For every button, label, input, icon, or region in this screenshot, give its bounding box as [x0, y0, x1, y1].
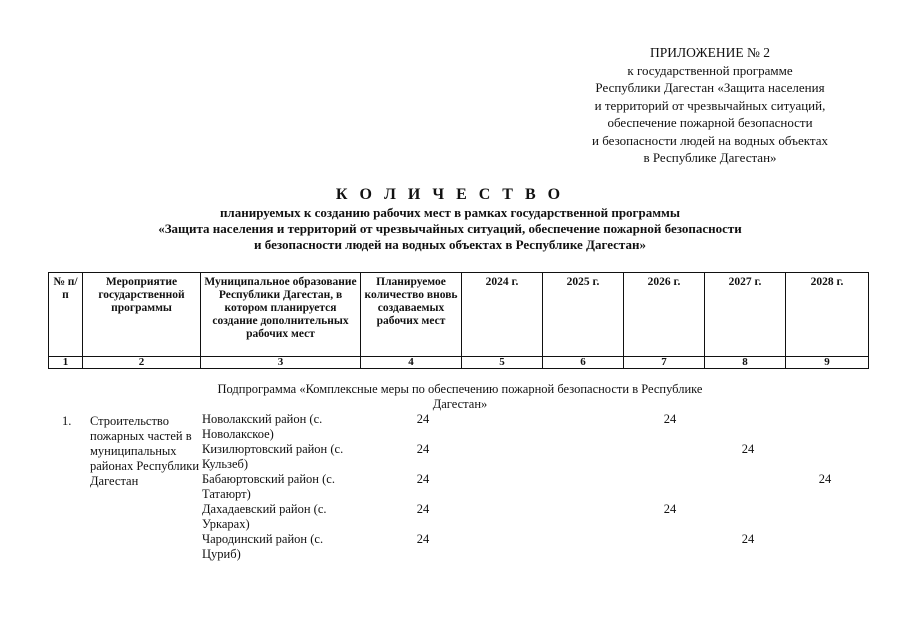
municipality: Новолакский район (с. Новолакское)	[202, 412, 323, 441]
column-number: 9	[786, 357, 869, 369]
table-row	[48, 472, 868, 502]
column-number: 1	[49, 357, 83, 369]
appendix-line: к государственной программе	[627, 62, 793, 78]
appendix-heading: ПРИЛОЖЕНИЕ № 2	[649, 45, 771, 60]
title-sub-line: «Защита населения и территорий от чрезвычайных ситуаций, обеспечение пожарной безопасности	[158, 221, 742, 236]
column-number: 3	[201, 357, 361, 369]
planned-jobs: 24	[416, 532, 430, 546]
header-col-2028: 2028 г.	[786, 273, 869, 357]
header-col-2026: 2026 г.	[624, 273, 705, 357]
subprogram-title: Подпрограмма «Комплексные меры по обеспечению пожарной безопасности в Республике Дагестан»	[217, 382, 703, 411]
column-number: 6	[543, 357, 624, 369]
planned-jobs: 24	[416, 442, 430, 456]
appendix-line: в Республике Дагестан»	[643, 150, 777, 165]
header-col-2025: 2025 г.	[543, 273, 624, 357]
municipality: Кизилюртовский район (с. Кульзеб)	[202, 442, 344, 471]
municipality: Дахадаевский район (с. Уркарах)	[202, 502, 327, 531]
planned-jobs: 24	[416, 472, 430, 486]
appendix-block	[560, 44, 860, 167]
jobs-2027: 24	[741, 442, 755, 456]
title-sub-line: планируемых к созданию рабочих мест в рамках государственной программы	[219, 205, 681, 220]
title-sub-line: и безопасности людей на водных объектах в Республике Дагестан»	[254, 237, 646, 252]
item-number: 1.	[62, 414, 72, 428]
title-main: К О Л И Ч Е С Т В О	[335, 186, 565, 203]
table-row	[48, 412, 868, 442]
planned-jobs: 24	[416, 412, 430, 426]
header-col-measure: Мероприятие государственной программы	[83, 273, 201, 357]
table-row	[48, 442, 868, 472]
appendix-line: Республики Дагестан «Защита населения	[595, 80, 825, 95]
table-row	[48, 532, 868, 562]
column-number: 4	[361, 357, 462, 369]
appendix-line: и территорий от чрезвычайных ситуаций,	[594, 97, 826, 113]
jobs-2027: 24	[741, 532, 755, 546]
appendix-line: обеспечение пожарной безопасности	[607, 115, 813, 130]
jobs-2026: 24	[663, 412, 677, 426]
column-number: 8	[705, 357, 786, 369]
header-col-2024: 2024 г.	[462, 273, 543, 357]
header-col-number: № п/п	[49, 273, 83, 357]
column-number: 7	[624, 357, 705, 369]
appendix-line: и безопасности людей на водных объектах	[592, 132, 828, 148]
table-row	[48, 502, 868, 532]
column-number: 2	[83, 357, 201, 369]
municipality: Чародинский район (с. Цуриб)	[202, 532, 324, 561]
header-col-planned: Планируемое количество вновь создаваемых рабочих мест	[361, 273, 462, 357]
header-col-2027: 2027 г.	[705, 273, 786, 357]
jobs-2028: 24	[818, 472, 832, 486]
municipality: Бабаюртовский район (с. Татаюрт)	[202, 472, 335, 501]
header-table	[48, 272, 869, 369]
header-col-municipality: Муниципальное образование Республики Дагестан, в котором планируется создание дополнительных рабочих мест	[201, 273, 361, 357]
document-title	[90, 185, 810, 253]
measure-name: Строительство пожарных частей в муниципальных районах Республики Дагестан	[90, 414, 200, 488]
jobs-2026: 24	[663, 502, 677, 516]
planned-jobs: 24	[416, 502, 430, 516]
column-number: 5	[462, 357, 543, 369]
